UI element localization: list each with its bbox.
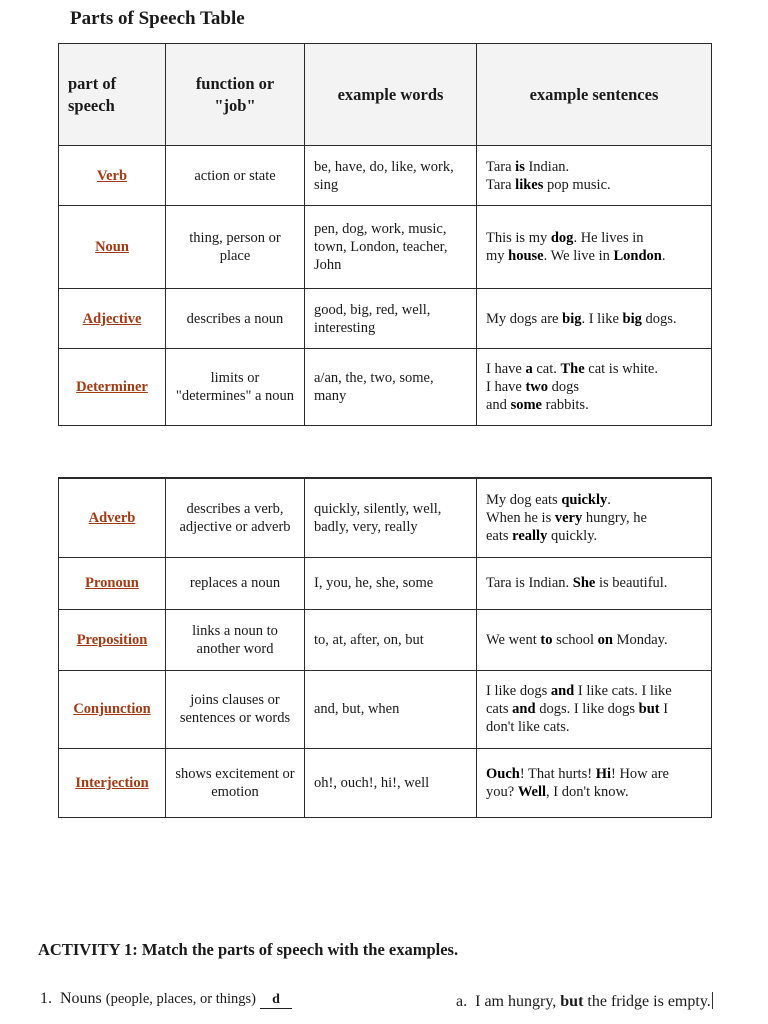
option-text-start: I am hungry, (475, 993, 561, 1010)
emphasized-word: is (515, 158, 525, 175)
page-title: Parts of Speech Table (70, 8, 245, 29)
sentence-text: When he is (486, 509, 555, 526)
table-row (59, 478, 712, 557)
example-words-cell: be, have, do, like, work, sing (305, 146, 477, 206)
sentence-text: dogs. (641, 310, 677, 327)
emphasized-word: Hi (595, 765, 611, 782)
emphasized-word: The (560, 361, 585, 377)
function-cell: shows excitement or emotion (166, 748, 305, 817)
option-letter: a. (456, 993, 468, 1010)
sentence-text: quickly. (547, 527, 598, 544)
header-row (59, 44, 712, 146)
header-part-of-speech: part of speech (59, 44, 166, 146)
activity-heading: ACTIVITY 1: Match the parts of speech with the examples. (38, 940, 459, 959)
part-of-speech-cell (59, 748, 166, 817)
example-sentence-cell (477, 349, 712, 426)
part-of-speech-link[interactable]: Preposition (76, 631, 148, 648)
part-of-speech-link[interactable]: Adjective (82, 310, 142, 327)
sentence-text: ! How are (611, 765, 669, 782)
function-cell: links a noun to another word (166, 609, 305, 670)
example-sentence-cell (477, 748, 712, 817)
question-label: Nouns (60, 990, 102, 1007)
option-a (456, 992, 713, 1011)
table-row (59, 609, 712, 670)
emphasized-word: and (512, 701, 536, 717)
sentence-text: I like cats. I like (574, 683, 672, 699)
answer-blank[interactable]: d (260, 992, 292, 1009)
table-row (59, 349, 712, 426)
sentence-text: rabbits. (541, 397, 589, 413)
sentence-text: my (486, 248, 509, 264)
table-row (59, 289, 712, 349)
example-sentence-cell (477, 557, 712, 609)
example-words-cell: oh!, ouch!, hi!, well (305, 748, 477, 817)
question-number: 1. (40, 990, 52, 1007)
sentence-text: I like dogs (486, 683, 551, 699)
part-of-speech-cell (59, 670, 166, 748)
sentence-text: is beautiful. (595, 575, 668, 591)
parts-of-speech-table (58, 43, 712, 426)
example-words-cell: I, you, he, she, some (305, 557, 477, 609)
emphasized-word: and (550, 683, 575, 699)
option-text-end: the fridge is empty. (583, 993, 711, 1010)
emphasized-word: big (622, 310, 642, 327)
emphasized-word: to (540, 631, 553, 648)
emphasized-word: two (525, 379, 549, 395)
sentence-text: cat is white. (584, 361, 658, 377)
emphasized-word: some (510, 397, 542, 413)
part-of-speech-cell (59, 206, 166, 289)
example-sentence-cell (477, 478, 712, 557)
sentence-text: ! That hurts! (519, 765, 596, 782)
example-sentence-cell (477, 289, 712, 349)
function-cell: replaces a noun (166, 557, 305, 609)
sentence-text: I have (486, 379, 526, 395)
table-row (59, 206, 712, 289)
sentence-text: . He lives in (573, 230, 644, 246)
emphasized-word: really (512, 527, 548, 544)
part-of-speech-cell (59, 609, 166, 670)
part-of-speech-link[interactable]: Conjunction (73, 701, 151, 717)
emphasized-word: on (597, 631, 613, 648)
example-sentence-cell (477, 206, 712, 289)
sentence-text: cat. (532, 361, 561, 377)
header-function: function or "job" (166, 44, 305, 146)
sentence-text: pop music. (543, 176, 611, 193)
function-cell: describes a noun (166, 289, 305, 349)
table-row (59, 557, 712, 609)
sentence-text: Tara (486, 158, 516, 175)
emphasized-word: big (562, 310, 582, 327)
sentence-text: We went (486, 631, 541, 648)
example-sentence-cell (477, 609, 712, 670)
text-cursor (712, 992, 713, 1009)
emphasized-word: house (508, 248, 544, 264)
sentence-text: Tara is Indian. (486, 575, 573, 591)
emphasized-word: She (572, 575, 596, 591)
part-of-speech-link[interactable]: Verb (96, 167, 128, 184)
sentence-text: and (486, 397, 511, 413)
table-row (59, 748, 712, 817)
sentence-text: I (659, 701, 669, 717)
part-of-speech-cell (59, 289, 166, 349)
sentence-text: . (661, 248, 666, 264)
sentence-text: Tara (486, 176, 516, 193)
sentence-text: hungry, he (582, 509, 647, 526)
function-cell: action or state (166, 146, 305, 206)
sentence-text: cats (486, 701, 513, 717)
sentence-text: you? (486, 783, 518, 800)
parts-of-speech-table-continued (58, 477, 712, 818)
emphasized-word: Well (517, 783, 547, 800)
part-of-speech-link[interactable]: Pronoun (85, 575, 139, 591)
table-row (59, 146, 712, 206)
sentence-text: This is my (486, 230, 551, 246)
example-words-cell: a/an, the, two, some, many (305, 349, 477, 426)
sentence-text: . (607, 491, 611, 508)
sentence-text: I have (486, 361, 526, 377)
sentence-text: dogs. I like dogs (535, 701, 639, 717)
sentence-text: Monday. (612, 631, 668, 648)
sentence-text: Indian. (524, 158, 570, 175)
emphasized-word: quickly (561, 491, 608, 508)
emphasized-word: a (525, 361, 533, 377)
sentence-text: . I like (581, 310, 623, 327)
part-of-speech-cell (59, 349, 166, 426)
sentence-text: , I don't know. (546, 783, 629, 800)
emphasized-word: but (638, 701, 660, 717)
question-hint: (people, places, or things) (105, 991, 256, 1007)
table-row (59, 670, 712, 748)
example-sentence-cell (477, 670, 712, 748)
part-of-speech-link[interactable]: Determiner (76, 379, 148, 395)
example-words-cell: and, but, when (305, 670, 477, 748)
sentence-text: dogs (548, 379, 580, 395)
header-example-words: example words (305, 44, 477, 146)
function-cell: limits or "determines" a noun (166, 349, 305, 426)
sentence-text: . We live in (543, 248, 614, 264)
part-of-speech-cell (59, 557, 166, 609)
example-words-cell: pen, dog, work, music, town, London, teacher, John (305, 206, 477, 289)
example-words-cell: to, at, after, on, but (305, 609, 477, 670)
part-of-speech-link[interactable]: Adverb (88, 509, 136, 526)
function-cell: describes a verb, adjective or adverb (166, 478, 305, 557)
header-example-sentences: example sentences (477, 44, 712, 146)
sentence-text: school (552, 631, 598, 648)
emphasized-word: likes (515, 176, 544, 193)
emphasized-word: Ouch (486, 765, 520, 782)
function-cell: joins clauses or sentences or words (166, 670, 305, 748)
emphasized-word: London (613, 248, 662, 264)
example-words-cell: quickly, silently, well, badly, very, really (305, 478, 477, 557)
emphasized-word: very (554, 509, 583, 526)
question-1 (40, 990, 292, 1009)
option-bold-word: but (560, 993, 584, 1010)
example-words-cell: good, big, red, well, interesting (305, 289, 477, 349)
emphasized-word: dog (550, 230, 574, 246)
example-sentence-cell (477, 146, 712, 206)
part-of-speech-cell (59, 478, 166, 557)
part-of-speech-link[interactable]: Interjection (75, 774, 149, 791)
sentence-text: eats (486, 527, 513, 544)
sentence-text: My dogs are (486, 310, 563, 327)
sentence-text: don't like cats. (486, 719, 570, 735)
function-cell: thing, person or place (166, 206, 305, 289)
part-of-speech-link[interactable]: Noun (95, 239, 129, 255)
part-of-speech-cell (59, 146, 166, 206)
sentence-text: My dog eats (486, 491, 562, 508)
